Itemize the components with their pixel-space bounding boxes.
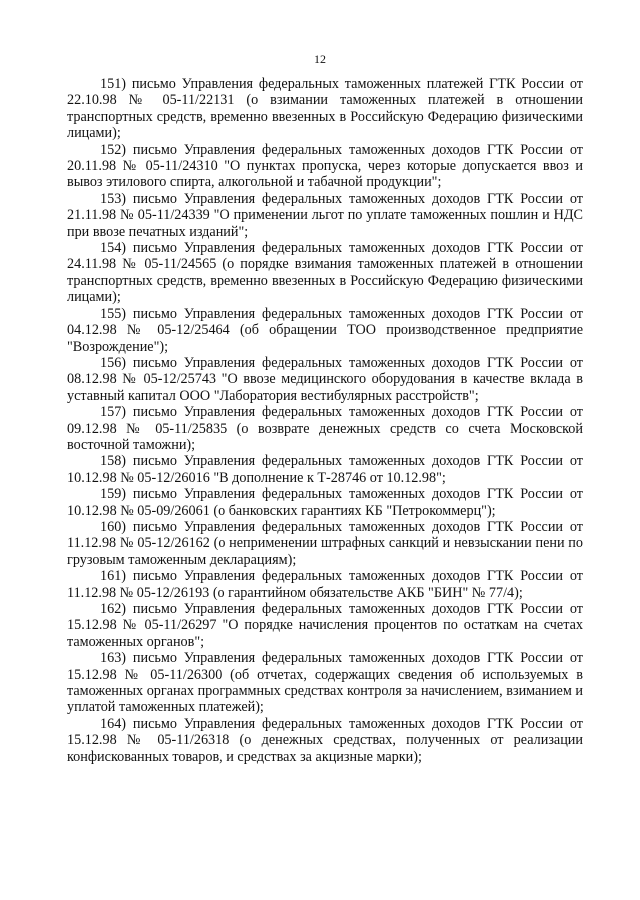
item-number: 160)	[100, 518, 127, 535]
list-item	[67, 486, 583, 519]
item-text: письмо Управления федеральных таможенных доходов ГТК России от 08.12.98 № 05-12/25743 "О ввозе медицинского оборудования в качестве вклада в уставный капитал ООО "Лаборатория вестибулярных расстройств";	[67, 354, 584, 404]
list-item	[67, 716, 583, 765]
item-text: письмо Управления федеральных таможенных доходов ГТК России от 15.12.98 № 05-11/26300 (об отчетах, содержащих сведения об используемых в таможенных органах программных средствах контроля за начислением, взиманием и уплатой таможенных платежей);	[67, 650, 584, 716]
item-number: 162)	[100, 601, 127, 617]
page-number: 12	[314, 52, 326, 66]
item-number: 154)	[100, 240, 127, 257]
item-text: письмо Управления федеральных таможенных доходов ГТК России от 09.12.98 № 05-11/25835 (о возврате денежных средств со счета Московской восточной таможни);	[67, 404, 584, 453]
list-item	[67, 404, 583, 453]
list-item	[67, 601, 583, 650]
item-number: 156)	[100, 354, 127, 371]
item-number: 152)	[100, 141, 127, 158]
item-text: письмо Управления федеральных таможенных доходов ГТК России от 24.11.98 № 05-11/24565 (о порядке взимания таможенных платежей в отношении транспортных средств, временно ввезенных в Российскую Федерацию физическими лицами);	[67, 240, 584, 306]
list-item	[67, 240, 583, 306]
item-number: 151)	[100, 76, 127, 92]
document-body	[67, 76, 583, 765]
item-text: письмо Управления федеральных таможенных доходов ГТК России от 10.12.98 № 05-12/26016 "В дополнение к Т-28746 от 10.12.98";	[67, 453, 584, 486]
item-text: письмо Управления федеральных таможенных платежей ГТК России от 22.10.98 № 05-11/22131 (о взимании таможенных платежей в отношении транспортных средств, временно ввезенных в Российскую Федерацию физическими лицами);	[67, 76, 583, 142]
item-text: письмо Управления федеральных таможенных доходов ГТК России от 21.11.98 № 05-11/24339 "О применении льгот по уплате таможенных пошлин и НДС при ввозе печатных изданий";	[67, 190, 584, 240]
list-item	[67, 355, 583, 404]
item-number: 161)	[100, 568, 127, 585]
list-item	[67, 453, 583, 486]
list-item	[67, 142, 583, 191]
item-text: письмо Управления федеральных таможенных доходов ГТК России от 15.12.98 № 05-11/26297 "О порядке начисления процентов по остаткам на счетах таможенных органов";	[67, 601, 584, 650]
item-text: письмо Управления федеральных таможенных доходов ГТК России от 11.12.98 № 05-12/26162 (о неприменении штрафных санкций и невзыскании пени по грузовым таможенным декларациям);	[67, 518, 584, 568]
item-number: 158)	[100, 453, 127, 470]
item-text: письмо Управления федеральных таможенных доходов ГТК России от 20.11.98 № 05-11/24310 "О пунктах пропуска, через которые допускается ввоз и вывоз этилового спирта, алкогольной и табачной продукции";	[67, 141, 584, 191]
list-item	[67, 568, 583, 601]
list-item	[67, 519, 583, 568]
list-item	[67, 306, 583, 355]
item-number: 163)	[100, 650, 127, 667]
list-item	[67, 650, 583, 716]
item-text: письмо Управления федеральных таможенных доходов ГТК России от 04.12.98 № 05-12/25464 (об обращении ТОО производственное предприятие "Возрождение");	[67, 305, 584, 355]
item-number: 159)	[100, 486, 127, 503]
item-number: 153)	[100, 190, 127, 207]
item-number: 164)	[100, 715, 127, 732]
item-text: письмо Управления федеральных таможенных доходов ГТК России от 10.12.98 № 05-09/26061 (о банковских гарантиях КБ "Петрокоммерц");	[67, 486, 584, 519]
item-text: письмо Управления федеральных таможенных доходов ГТК России от 11.12.98 № 05-12/26193 (о гарантийном обязательстве АКБ "БИН" № 77/4);	[67, 568, 584, 601]
list-item	[67, 191, 583, 240]
item-text: письмо Управления федеральных таможенных доходов ГТК России от 15.12.98 № 05-11/26318 (о денежных средствах, полученных от реализации конфискованных товаров, и средствах за акцизные марки);	[67, 715, 584, 765]
item-number: 157)	[100, 404, 127, 421]
item-number: 155)	[100, 305, 127, 322]
list-item	[67, 76, 583, 142]
